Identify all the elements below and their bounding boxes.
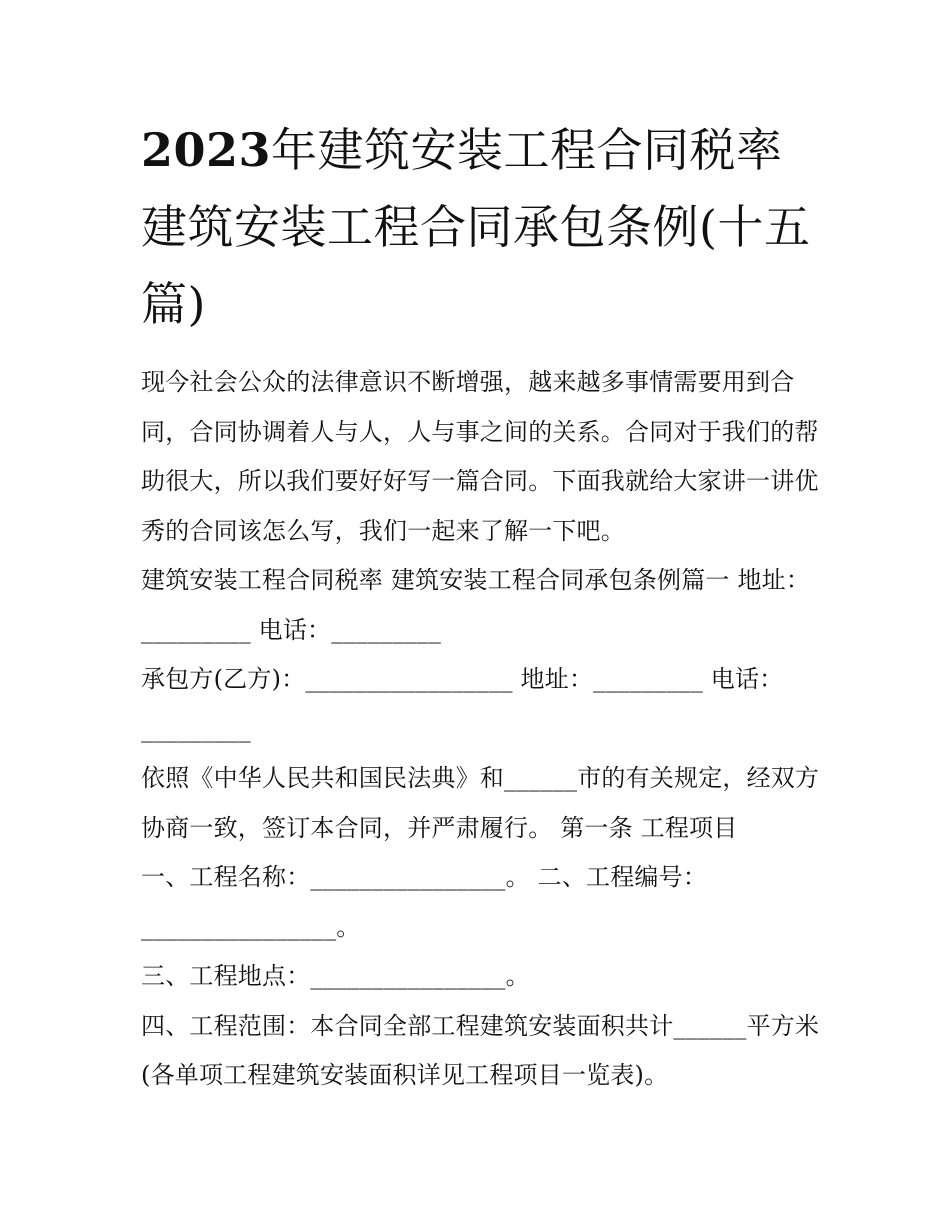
contractor-line: 承包方(乙方)：_________________ 地址：_________ 电话：_________ (141, 665, 784, 743)
legal-basis-paragraph: 依照《中华人民共和国民法典》和______市的有关规定，经双方协商一致，签订本合同，并严肃履行。 第一条 工程项目 (141, 764, 820, 842)
intro-paragraph: 现今社会公众的法律意识不断增强，越来越多事情需要用到合同，合同协调着人与人，人与事之间的关系。合同对于我们的帮助很大，所以我们要好好写一篇合同。下面我就给大家讲一讲优秀的合同该怎么写，我们一起来了解一下吧。 (141, 368, 819, 545)
project-scope-paragraph: 四、工程范围：本合同全部工程建筑安装面积共计______平方米(各单项工程建筑安装面积详见工程项目一览表)。 (141, 1011, 820, 1089)
document-body (141, 358, 821, 1101)
title-text: 年建筑安装工程合同税率建筑安装工程合同承包条例(十五篇) (141, 123, 811, 331)
project-name-number-line: 一、工程名称：________________。 二、工程编号：________________。 (141, 863, 708, 941)
document-page (141, 112, 821, 1101)
document-title (141, 112, 821, 343)
address-phone-line: 建筑安装工程合同税率 建筑安装工程合同承包条例篇一 地址：_________ 电话：_________ (141, 566, 811, 644)
title-year: 2023 (141, 123, 272, 177)
project-location-line: 三、工程地点：________________。 (141, 962, 530, 990)
